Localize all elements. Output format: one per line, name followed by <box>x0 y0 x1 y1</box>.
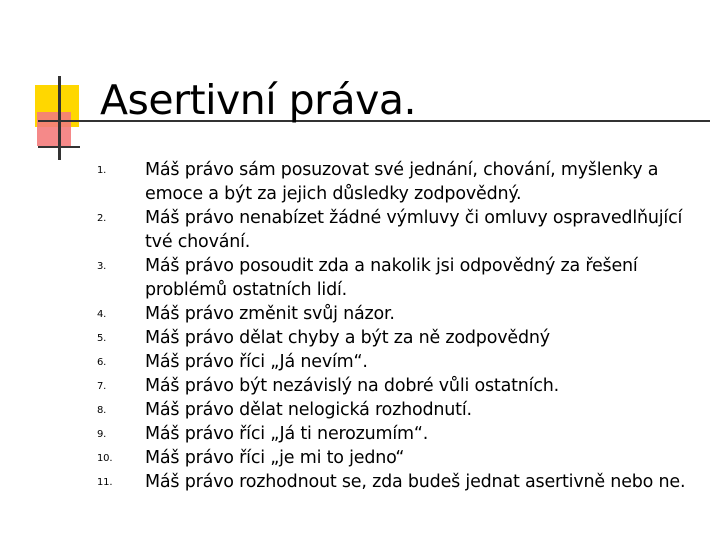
list-item-number: 2. <box>97 213 107 224</box>
list-item <box>0 446 720 470</box>
list-item <box>0 422 720 446</box>
title-ornament-short-line <box>38 146 80 148</box>
list-item <box>0 350 720 374</box>
list-item-number: 4. <box>97 309 107 320</box>
list-item-text: Máš právo dělat chyby a být za ně zodpovědný <box>145 328 550 348</box>
list-item-number: 11. <box>97 477 113 488</box>
list-item-text: Máš právo být nezávislý na dobré vůli ostatních. <box>145 376 560 396</box>
list-item-number: 10. <box>97 453 113 464</box>
list-item-number: 1. <box>97 165 107 176</box>
list-item <box>0 302 720 326</box>
list-item <box>0 374 720 398</box>
list-item <box>0 254 720 302</box>
list-item-number: 3. <box>97 261 107 272</box>
list-item-text: Máš právo nenabízet žádné výmluvy či omluvy ospravedlňující tvé chování. <box>145 208 683 252</box>
list-item-number: 8. <box>97 405 107 416</box>
list-item-text: Máš právo dělat nelogická rozhodnutí. <box>145 400 472 420</box>
list-item <box>0 398 720 422</box>
list-item <box>0 326 720 350</box>
list-item-text: Máš právo posoudit zda a nakolik jsi odpovědný za řešení problémů ostatních lidí. <box>145 256 638 300</box>
list-item <box>0 158 720 206</box>
title-ornament-red-square <box>37 112 71 146</box>
rights-list <box>0 158 720 494</box>
list-item-number: 7. <box>97 381 107 392</box>
list-item <box>0 470 720 494</box>
list-item-text: Máš právo rozhodnout se, zda budeš jednat asertivně nebo ne. <box>145 472 686 492</box>
list-item-text: Máš právo říci „je mi to jedno“ <box>145 448 405 468</box>
slide-title: Asertivní práva. <box>100 76 417 124</box>
list-item-number: 5. <box>97 333 107 344</box>
list-item-text: Máš právo změnit svůj názor. <box>145 304 395 324</box>
list-item <box>0 206 720 254</box>
list-item-text: Máš právo sám posuzovat své jednání, chování, myšlenky a emoce a být za jejich důsledky zodpovědný. <box>145 160 659 204</box>
list-item-number: 9. <box>97 429 107 440</box>
list-item-text: Máš právo říci „Já nevím“. <box>145 352 368 372</box>
list-item-number: 6. <box>97 357 107 368</box>
list-item-text: Máš právo říci „Já ti nerozumím“. <box>145 424 429 444</box>
